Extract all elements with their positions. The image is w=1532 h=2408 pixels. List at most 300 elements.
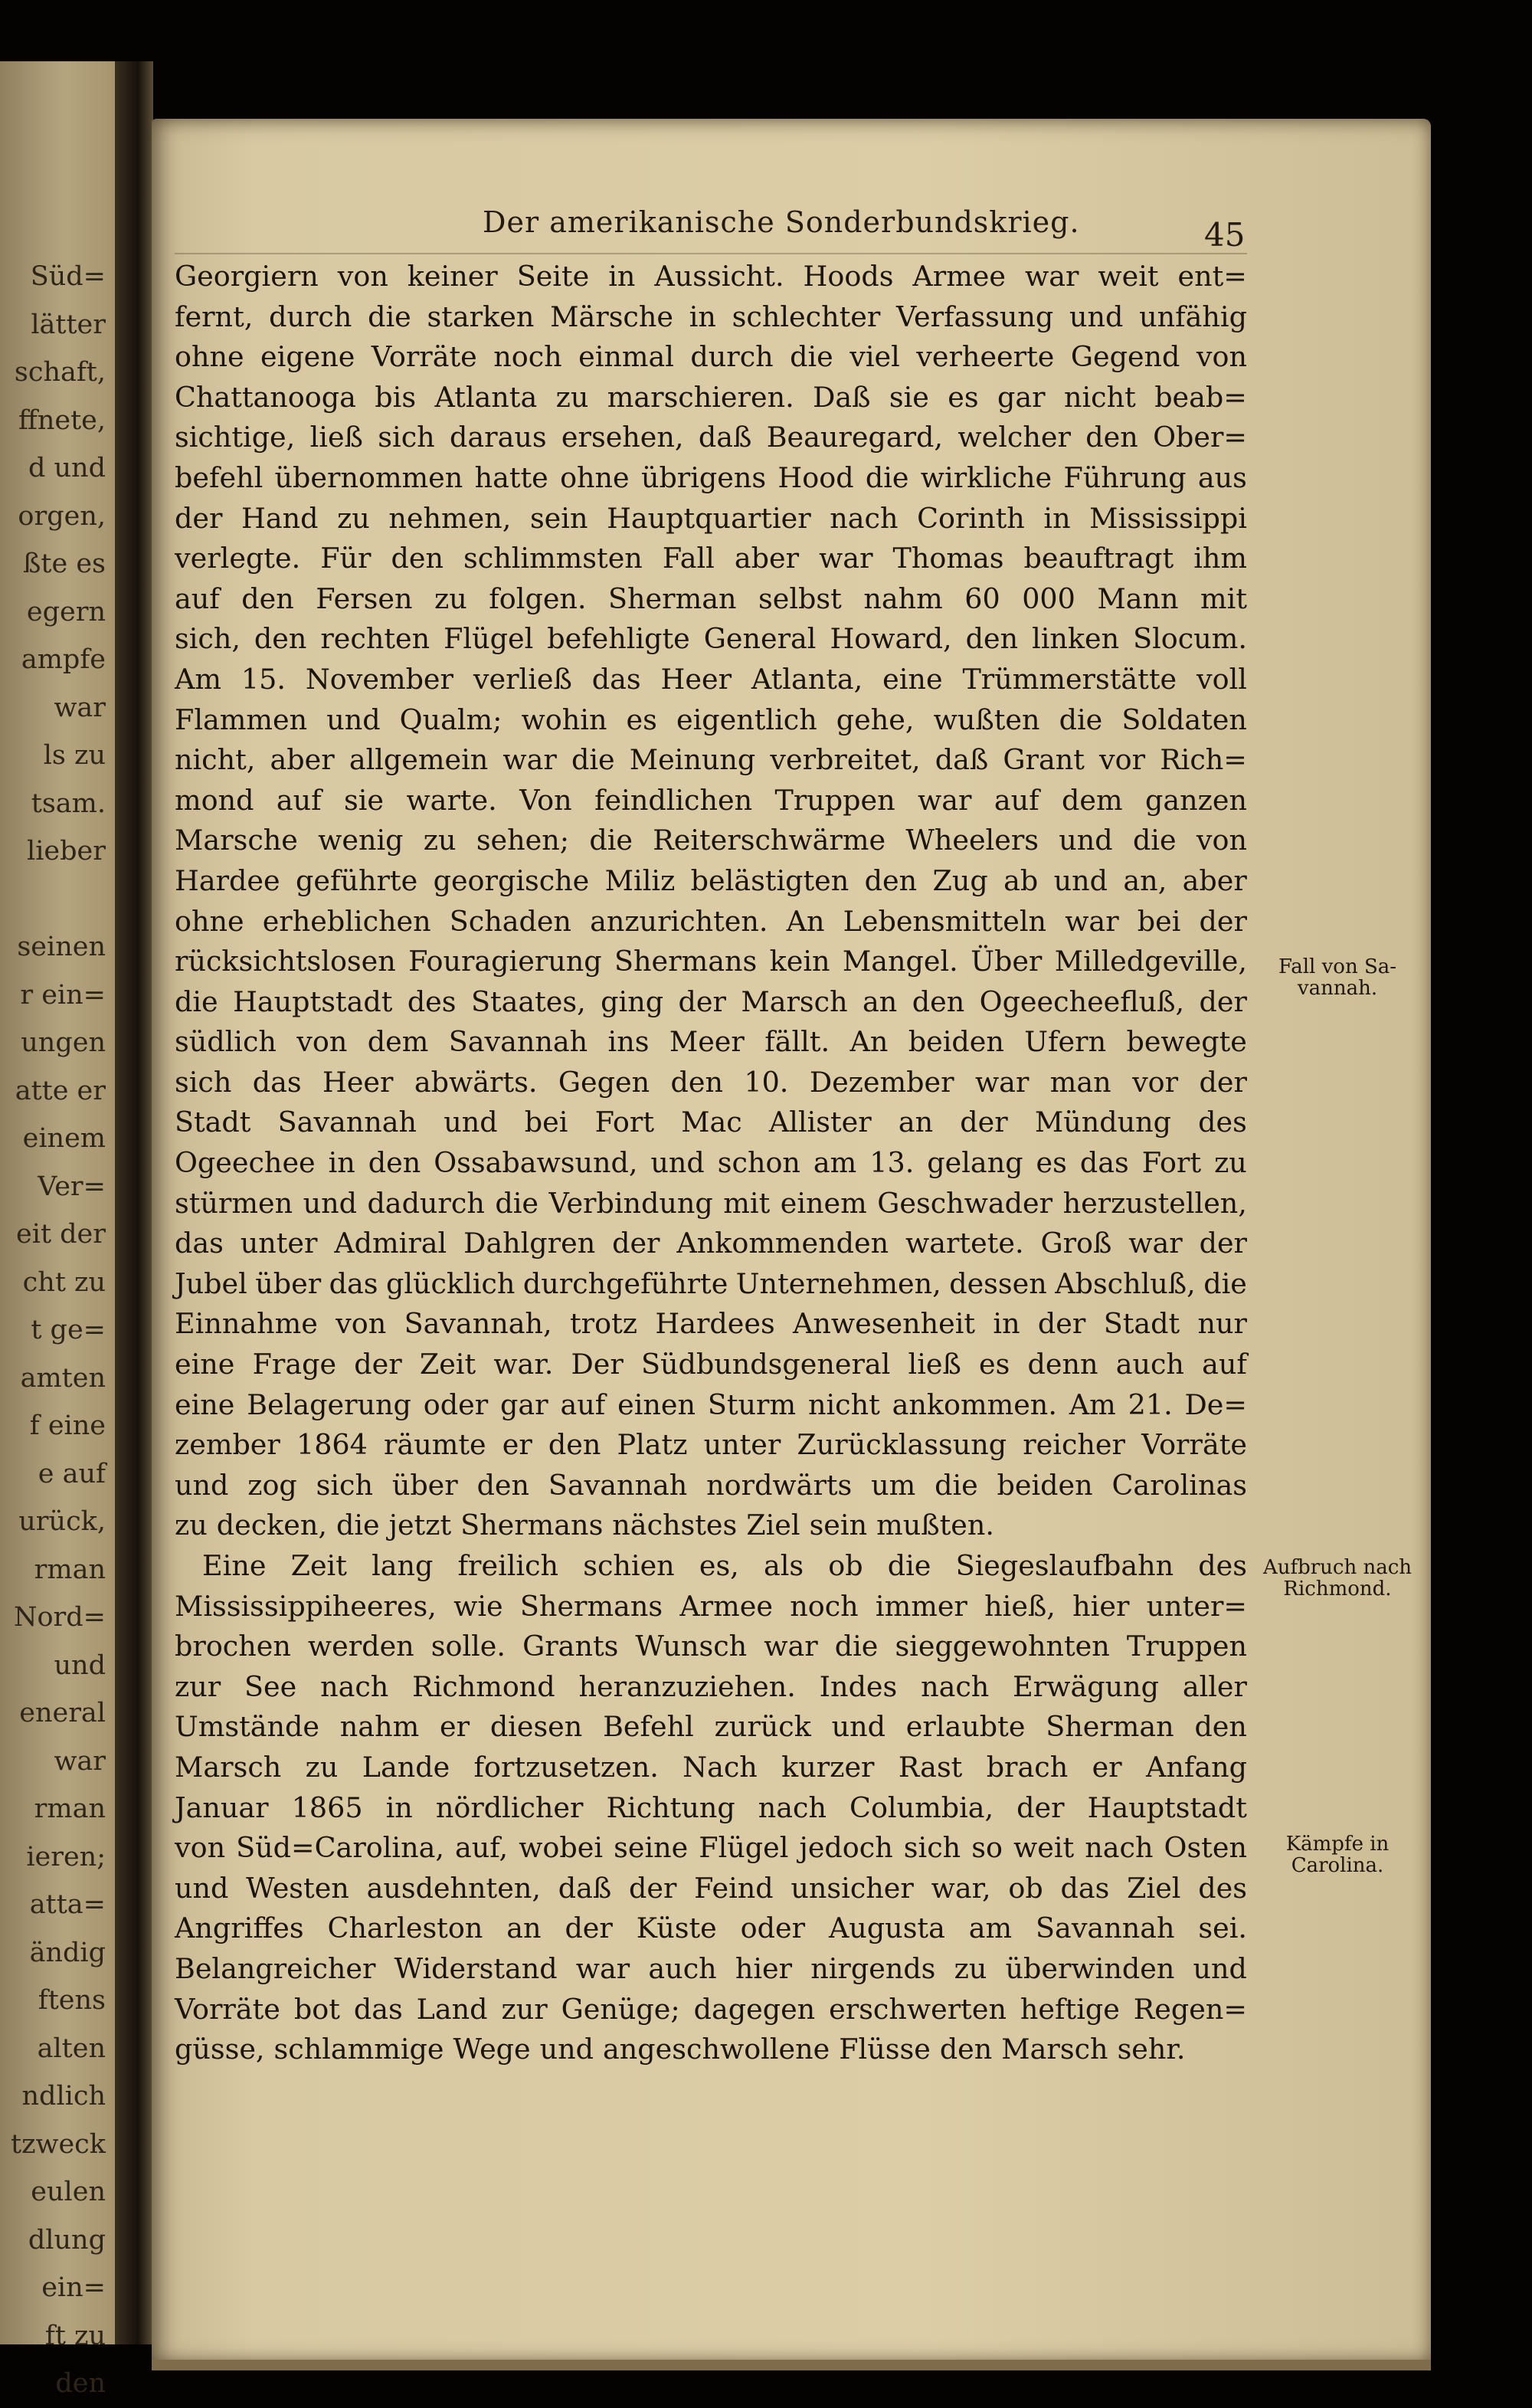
word: marschieren. — [607, 380, 794, 414]
word: in — [689, 300, 716, 333]
word: heranzuziehen. — [578, 1669, 796, 1703]
word: eine — [175, 1348, 235, 1381]
word: den — [670, 1065, 723, 1099]
word: am — [968, 1912, 1013, 1945]
word: schlechter — [732, 300, 881, 333]
word: Küste — [636, 1912, 717, 1945]
word: zurück — [714, 1710, 811, 1744]
word: weit — [1013, 1831, 1075, 1865]
word: bei — [1137, 904, 1181, 938]
word: dadurch — [367, 1186, 485, 1220]
word: vor — [1099, 743, 1146, 777]
word: zog — [247, 1468, 297, 1502]
word: auf, — [455, 1831, 509, 1865]
word: Qualm; — [399, 703, 502, 736]
word: schlammige — [273, 2033, 444, 2066]
word: feindlichen — [594, 783, 753, 817]
word: der — [175, 501, 223, 535]
word: und — [650, 1146, 705, 1180]
left-page-fragment: atte er — [15, 1075, 106, 1106]
word: in — [993, 1307, 1020, 1341]
word: Schaden — [449, 904, 571, 938]
word: geführte — [295, 863, 418, 897]
word: beab= — [1154, 380, 1247, 414]
word: Feind — [694, 1871, 774, 1905]
word: dem — [1062, 783, 1123, 817]
word: Howard, — [830, 622, 952, 656]
word: das — [175, 1227, 224, 1260]
word: Vorräte — [371, 340, 477, 374]
word: Ziel — [746, 1509, 800, 1542]
left-page-fragment: ffnete, — [18, 405, 106, 436]
word: die — [589, 824, 633, 857]
left-page-fragment: r ein= — [20, 979, 106, 1011]
word: Wheelers — [905, 824, 1039, 857]
word: den — [1085, 421, 1138, 454]
word: daß — [558, 1871, 612, 1905]
text-line — [175, 1022, 1247, 1063]
word: auf — [175, 582, 220, 615]
word: 000 — [1022, 582, 1075, 615]
word: viel — [849, 340, 900, 374]
word: aber — [270, 743, 335, 777]
word: trotz — [570, 1307, 638, 1341]
word: Ankommenden — [676, 1227, 889, 1260]
word: See — [244, 1669, 297, 1703]
word: eine — [882, 662, 943, 696]
left-page-fragment: Süd= — [30, 261, 106, 292]
word: einem — [780, 1186, 867, 1220]
word: Heer — [660, 662, 732, 696]
word: den — [965, 622, 1019, 656]
word: sich — [903, 1831, 961, 1865]
word: und — [1069, 300, 1124, 333]
text-line — [175, 619, 1247, 660]
word: die — [571, 743, 615, 777]
word: Marsch — [741, 984, 848, 1018]
word: den — [476, 1468, 530, 1502]
word: mußten. — [876, 1509, 994, 1542]
word: der — [678, 984, 726, 1018]
word: 1864 — [296, 1428, 368, 1462]
word: fernt, — [175, 300, 254, 333]
word: Staates, — [470, 984, 586, 1018]
word: Sherman — [1046, 1710, 1174, 1744]
word: brach — [986, 1750, 1069, 1784]
word: von — [1196, 824, 1247, 857]
word: sehen; — [476, 824, 570, 857]
word: ab — [1003, 863, 1039, 897]
word: abwärts. — [414, 1065, 538, 1099]
word: folgen. — [489, 582, 587, 615]
word: diesen — [489, 1710, 583, 1744]
word: 21. — [1128, 1387, 1173, 1421]
text-line — [175, 1063, 1247, 1103]
word: der — [1199, 1065, 1247, 1099]
left-page-fragment: amten — [20, 1362, 106, 1394]
word: beiden — [908, 1025, 1004, 1059]
word: und — [303, 1186, 357, 1220]
word: Frage — [252, 1348, 337, 1381]
text-line — [175, 1102, 1247, 1143]
word: Fall — [662, 542, 715, 575]
left-page-fragment: ungen — [21, 1027, 106, 1058]
margin-note-line: Richmond. — [1283, 1577, 1392, 1600]
word: an — [898, 1106, 934, 1139]
word: unsicher — [791, 1871, 914, 1905]
margin-note-line: Fall von Sa- — [1278, 955, 1397, 978]
word: Admiral — [334, 1227, 447, 1260]
word: über — [391, 1468, 458, 1502]
word: Columbia, — [849, 1790, 994, 1824]
word: Augusta — [828, 1912, 945, 1945]
word: stürmen — [175, 1186, 293, 1220]
word: starken — [427, 300, 535, 333]
word: zur — [501, 1992, 548, 2026]
word: und — [539, 2033, 594, 2066]
word: ent= — [1177, 260, 1247, 293]
word: das — [1060, 1871, 1110, 1905]
word: Savannah — [548, 1468, 688, 1502]
word: Geschwader — [877, 1186, 1053, 1220]
word: auf — [994, 783, 1039, 817]
left-page-fragment: tsam. — [31, 788, 106, 819]
margin-note-line: vannah. — [1297, 977, 1378, 1000]
word: das — [353, 1992, 403, 2026]
word: in — [1043, 501, 1071, 535]
word: die — [935, 1468, 978, 1502]
word: Allister — [768, 1106, 872, 1139]
left-page-fragment: orgen, — [18, 500, 106, 532]
text-line — [175, 1224, 1247, 1264]
word: nur — [1197, 1307, 1247, 1341]
word: der — [565, 1912, 613, 1945]
word: gar — [500, 1387, 548, 1421]
word: nicht, — [175, 743, 256, 777]
word: Land — [416, 1992, 488, 2026]
word: dem — [367, 1025, 429, 1059]
word: De= — [1184, 1387, 1247, 1421]
word: das — [329, 1266, 378, 1300]
word: ob — [1008, 1871, 1043, 1905]
word: ganzen — [1145, 783, 1247, 817]
word: Flügel — [699, 1831, 789, 1865]
word: Stadt — [175, 1106, 251, 1139]
word: anzurichten. — [590, 904, 768, 938]
word: Richtung — [606, 1790, 735, 1824]
word: Nach — [683, 1750, 758, 1784]
word: war — [1024, 260, 1079, 293]
word: und — [444, 1106, 498, 1139]
word: nordwärts — [706, 1468, 853, 1502]
word: nahm — [339, 1710, 420, 1744]
left-page-fragment: ft zu — [44, 2320, 106, 2351]
word: der — [1199, 1227, 1247, 1260]
word: Vorräte — [175, 1992, 280, 2026]
word: war — [502, 743, 557, 777]
word: Marsch — [175, 1750, 282, 1784]
word: Zurücklassung — [797, 1428, 1007, 1462]
word: werden — [307, 1630, 414, 1663]
word: glücklich — [385, 1266, 516, 1300]
word: sich — [175, 1065, 232, 1099]
word: Grants — [522, 1630, 619, 1663]
word: Flügel — [444, 622, 534, 656]
word: ausdehnten, — [366, 1871, 541, 1905]
word: war — [1065, 904, 1119, 938]
word: denn — [1027, 1348, 1098, 1381]
word: am — [813, 1146, 857, 1180]
word: einmal — [578, 340, 674, 374]
word: bei — [524, 1106, 568, 1139]
word: gar — [997, 380, 1046, 414]
word: ins — [607, 1025, 650, 1059]
word: sie — [344, 783, 385, 817]
word: Westen — [246, 1871, 349, 1905]
word: Erwägung — [1013, 1669, 1159, 1703]
word: Seite — [516, 260, 590, 293]
margin-note-richmond — [1253, 1557, 1422, 1600]
word: einen — [617, 1387, 696, 1421]
word: Indes — [819, 1669, 898, 1703]
word: Fort — [1141, 1146, 1202, 1180]
word: zu — [305, 1750, 339, 1784]
word: 60 — [964, 582, 1000, 615]
word: war — [575, 1951, 630, 1985]
word: Fersen — [316, 582, 413, 615]
word: Georgiern — [175, 260, 319, 293]
word: den — [1194, 1710, 1247, 1744]
left-page-fragment: ein= — [41, 2272, 106, 2303]
word: eigentlich — [676, 703, 817, 736]
word: General — [703, 622, 817, 656]
left-page-text-fragments — [0, 253, 115, 2408]
word: ging — [601, 984, 664, 1018]
word: von — [296, 1025, 348, 1059]
book-gutter — [115, 61, 153, 2344]
word: auch — [648, 1951, 717, 1985]
word: daß — [935, 743, 989, 777]
word: allgemein — [349, 743, 489, 777]
word: nach — [758, 1790, 827, 1824]
margin-note-savannah — [1253, 956, 1422, 999]
word: in — [608, 260, 636, 293]
word: nahm — [863, 582, 943, 615]
word: ihm — [1193, 542, 1247, 575]
word: nach — [921, 1669, 990, 1703]
word: die — [1059, 703, 1103, 736]
word: daraus — [450, 421, 547, 454]
word: die — [790, 340, 833, 374]
word: noch — [790, 1589, 859, 1623]
left-page-fragment: lieber — [27, 836, 106, 867]
word: Thomas — [892, 542, 1004, 575]
word: Lebensmitteln — [843, 904, 1047, 938]
left-page-fragment: rman — [34, 1794, 106, 1824]
word: Anwesenheit — [793, 1307, 976, 1341]
word: der — [1016, 1790, 1065, 1824]
word: nach — [1085, 1831, 1154, 1865]
running-head: Der amerikanische Sonderbundskrieg. — [483, 205, 1080, 239]
text-line — [175, 902, 1247, 942]
left-page-fragment: eneral — [19, 1698, 106, 1728]
word: aber — [734, 542, 800, 575]
word: oder — [423, 1387, 489, 1421]
word: aber — [1182, 863, 1247, 897]
word: an, — [1123, 863, 1167, 897]
word: war — [974, 1065, 1030, 1099]
word: sein — [809, 1509, 868, 1542]
margin-note-line: Aufbruch nach — [1262, 1556, 1413, 1579]
margin-note-carolina — [1253, 1833, 1422, 1876]
left-page-fragment: war — [54, 1745, 106, 1777]
word: weit — [1098, 260, 1159, 293]
word: ersehen, — [561, 421, 684, 454]
word: erlaubte — [905, 1710, 1026, 1744]
word: Savannah — [277, 1106, 417, 1139]
word: Savannah — [1036, 1912, 1175, 1945]
word: wohin — [521, 703, 607, 736]
left-page — [0, 61, 115, 2399]
word: Regen= — [1133, 1992, 1247, 2026]
word: Flüsse — [839, 2033, 931, 2066]
text-line — [175, 1143, 1247, 1184]
left-page-fragment: atta= — [29, 1889, 106, 1920]
word: den — [864, 863, 918, 897]
word: aller — [1182, 1669, 1247, 1703]
text-line — [175, 660, 1247, 700]
word: Mangel. — [842, 945, 958, 978]
text-line — [175, 539, 1247, 579]
text-line — [175, 458, 1247, 499]
text-line — [175, 700, 1247, 741]
word: von — [337, 260, 388, 293]
word: Grant — [1003, 743, 1085, 777]
word: in — [385, 1790, 413, 1824]
word: belästigten — [690, 863, 849, 897]
word: bis — [375, 380, 417, 414]
word: hier — [735, 1951, 793, 1985]
word: unfähig — [1139, 300, 1247, 333]
word: Von — [519, 783, 572, 817]
word: Flammen — [175, 703, 308, 736]
word: zur — [175, 1669, 221, 1703]
text-line — [175, 982, 1247, 1023]
word: heftige — [1020, 1992, 1120, 2026]
word: Richmond — [412, 1669, 555, 1703]
word: zember — [175, 1428, 280, 1462]
word: Aussicht. — [654, 260, 784, 293]
word: es — [1036, 1146, 1067, 1180]
word: in — [328, 1146, 355, 1180]
word: Rich= — [1160, 743, 1247, 777]
word: wie — [453, 1589, 503, 1623]
word: decken, — [216, 1509, 327, 1542]
word: Heer — [322, 1065, 394, 1099]
word: sieggewohnten — [895, 1630, 1110, 1663]
word: des — [1198, 1106, 1247, 1139]
word: dagegen — [693, 1992, 816, 2026]
word: voll — [1196, 662, 1247, 696]
word: Märsche — [550, 300, 673, 333]
word: Eine — [202, 1549, 267, 1582]
word: Meinung — [629, 743, 756, 777]
word: zu — [555, 380, 589, 414]
word: wenig — [318, 824, 404, 857]
word: war — [1128, 1227, 1183, 1260]
text-line — [175, 1264, 1247, 1305]
word: Ossabawsund, — [434, 1146, 638, 1180]
word: Hauptstadt — [233, 984, 393, 1018]
word: Angriffes — [175, 1912, 304, 1945]
word: herzustellen, — [1062, 1186, 1247, 1220]
word: zu — [175, 1509, 208, 1542]
word: Beauregard, — [766, 421, 944, 454]
word: Am — [1069, 1387, 1116, 1421]
word: fortzusetzen. — [473, 1750, 659, 1784]
word: Slocum. — [1133, 622, 1247, 656]
word: befehligte — [547, 622, 690, 656]
word: georgische — [433, 863, 590, 897]
text-line — [175, 1828, 1247, 1869]
word: Soldaten — [1121, 703, 1247, 736]
word: lang — [372, 1549, 434, 1582]
word: Der — [571, 1348, 624, 1381]
left-page-fragment: ßte es — [23, 549, 106, 579]
word: Führung — [1063, 460, 1187, 494]
word: freilich — [457, 1549, 559, 1582]
word: auch — [1115, 1348, 1184, 1381]
left-page-fragment: lätter — [31, 309, 106, 340]
word: die — [1203, 1266, 1247, 1300]
word: überwinden — [1005, 1951, 1175, 1985]
left-page-fragment: seinen — [17, 932, 106, 962]
word: eine — [175, 1387, 235, 1421]
word: befehl — [175, 460, 264, 494]
word: erheblichen — [262, 904, 431, 938]
text-line — [175, 821, 1247, 861]
word: zu — [434, 582, 467, 615]
word: die — [1132, 824, 1177, 857]
word: und — [1059, 824, 1113, 857]
word: nach — [830, 501, 899, 535]
text-line — [175, 861, 1247, 902]
word: 1865 — [291, 1790, 363, 1824]
left-page-fragment: f eine — [29, 1410, 106, 1441]
word: war — [819, 542, 873, 575]
word: Truppen — [1126, 1630, 1247, 1663]
word: der — [1199, 984, 1247, 1018]
word: war, — [931, 1871, 991, 1905]
left-page-fragment: urück, — [18, 1506, 106, 1537]
word: sich — [378, 421, 435, 454]
word: auf — [560, 1387, 606, 1421]
word: Chattanooga — [175, 380, 356, 414]
word: ankommen. — [892, 1387, 1057, 1421]
word: schien — [583, 1549, 675, 1582]
word: mit — [1200, 582, 1247, 615]
word: Ober= — [1153, 421, 1247, 454]
word: noch — [493, 340, 562, 374]
word: Belagerung — [247, 1387, 411, 1421]
word: Jubel — [175, 1266, 247, 1300]
word: Miliz — [604, 863, 676, 897]
word: Marsch — [1001, 2033, 1108, 2066]
word: Hauptquartier — [607, 501, 811, 535]
word: Rast — [898, 1750, 963, 1784]
word: jedoch — [799, 1831, 893, 1865]
word: Mac — [681, 1106, 742, 1139]
